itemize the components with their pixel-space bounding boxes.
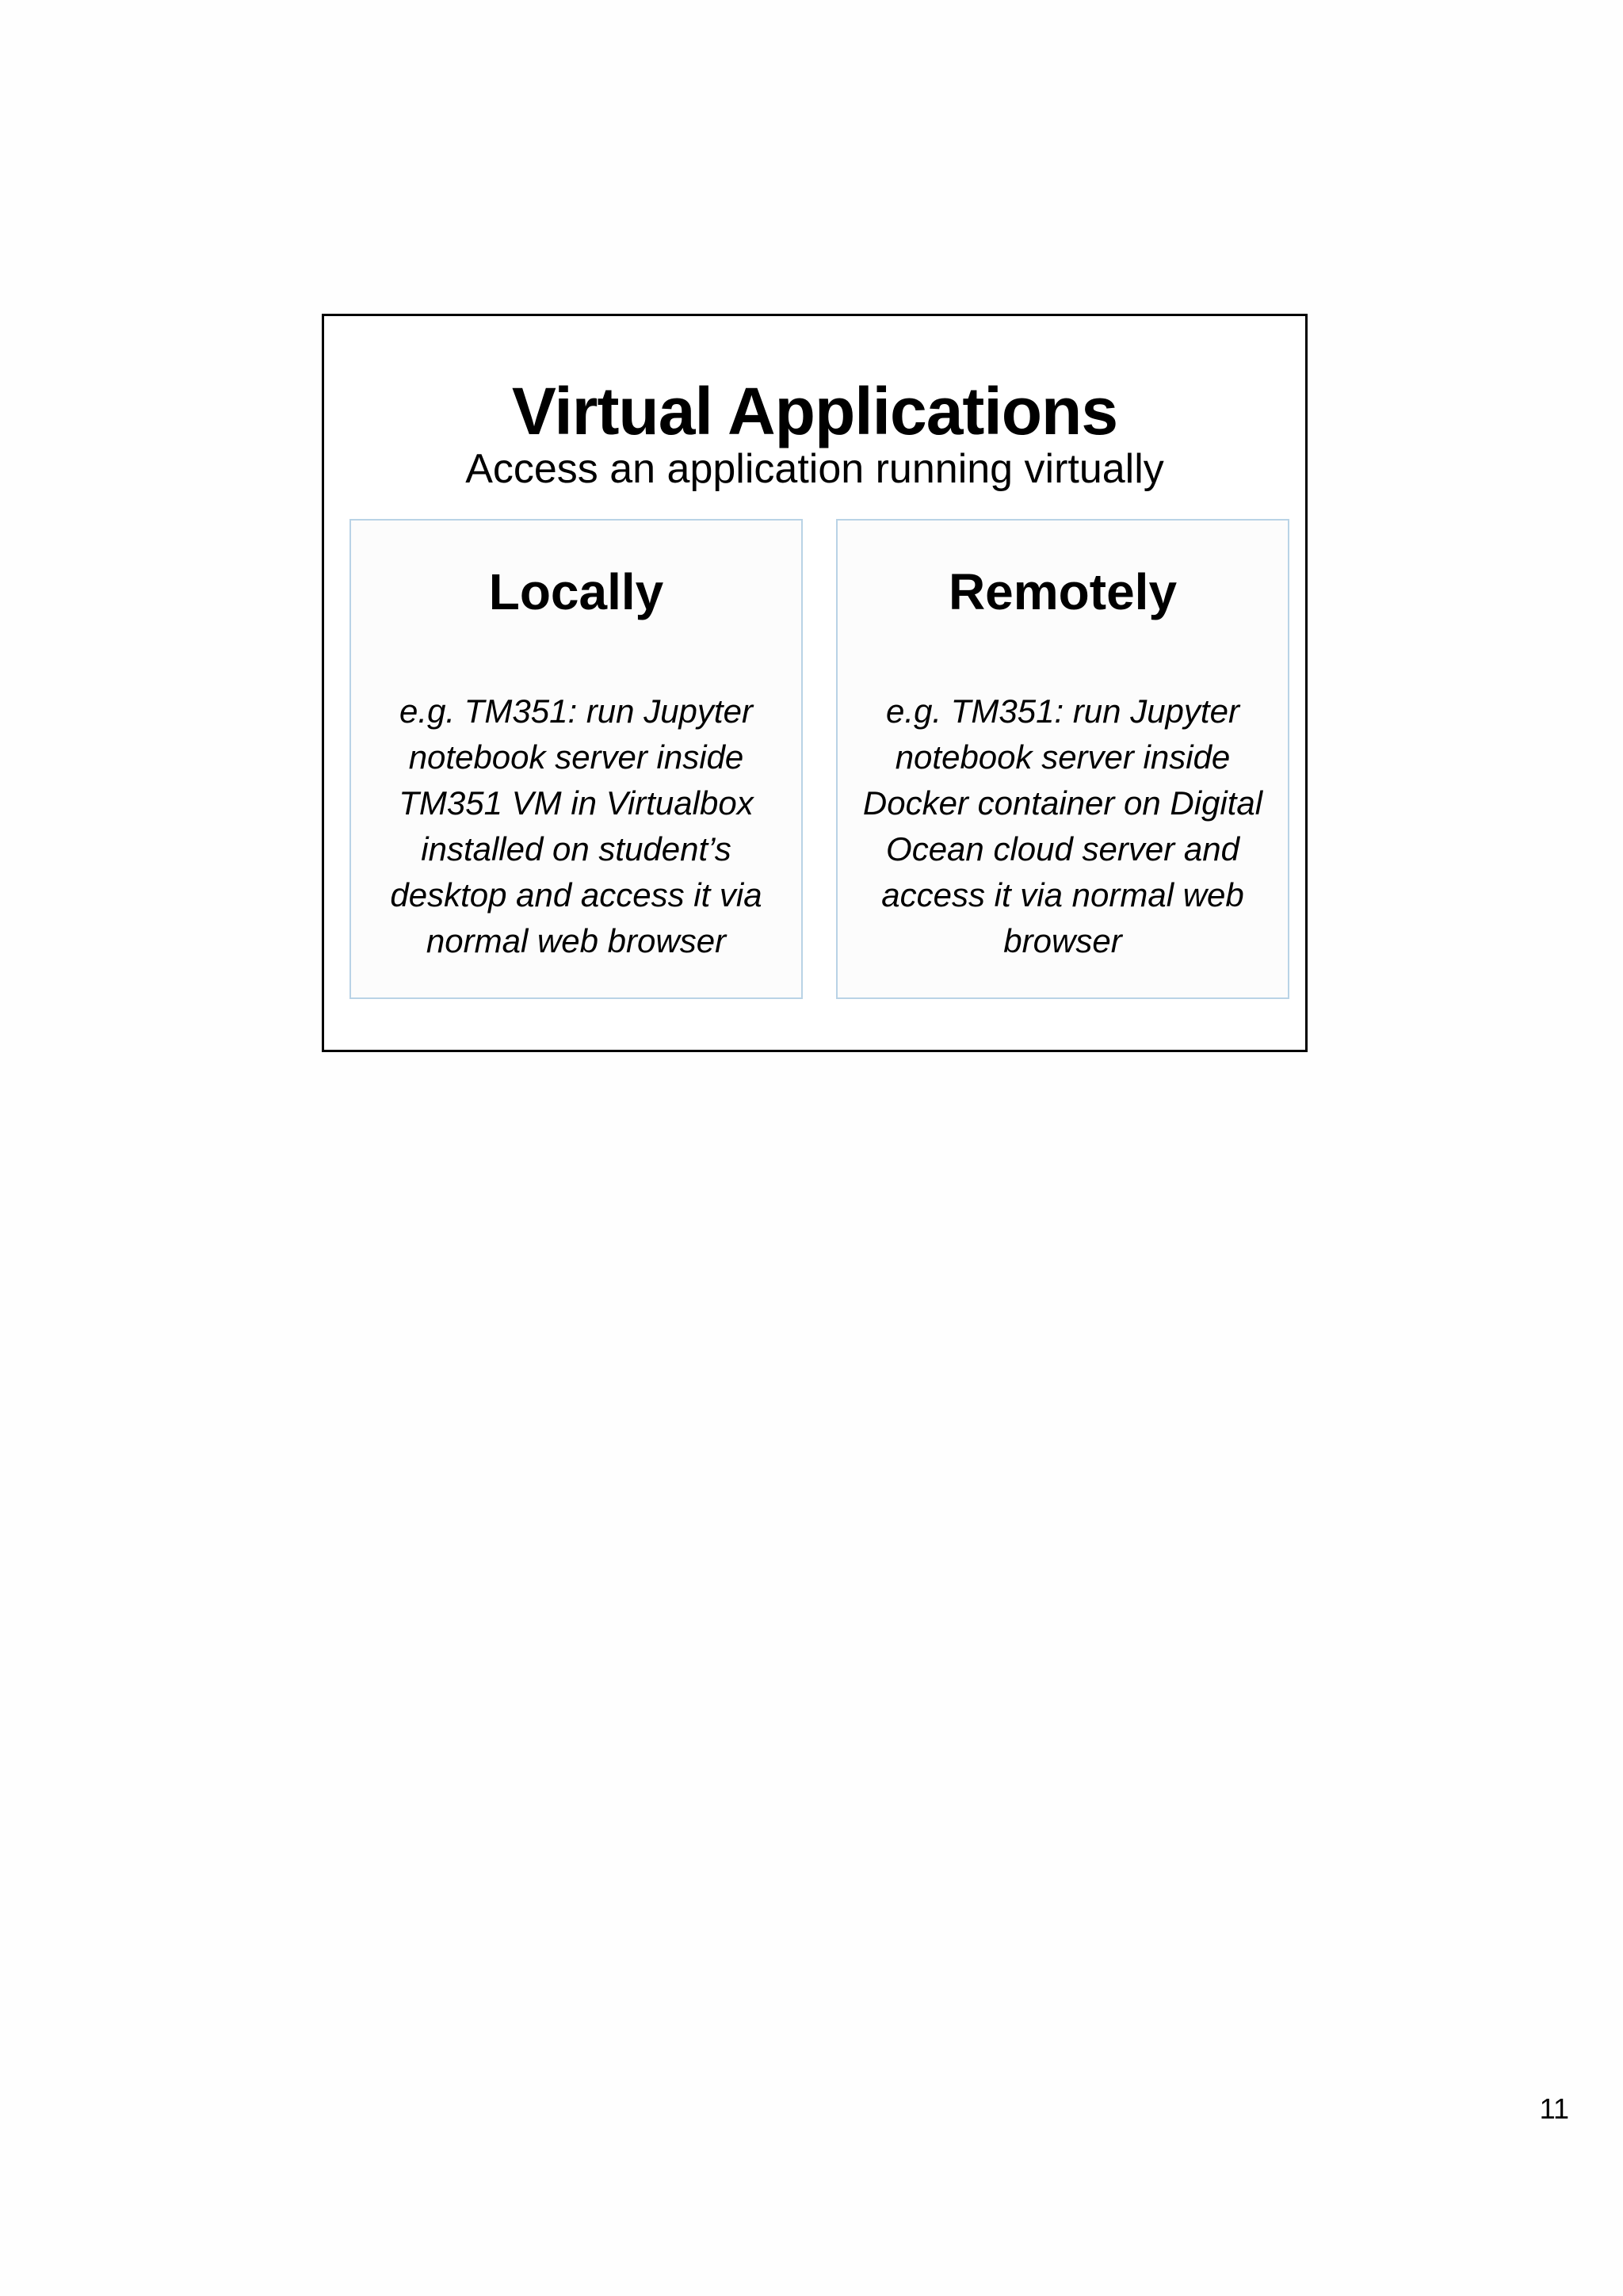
slide-frame xyxy=(322,314,1308,1052)
locally-line: installed on student’s xyxy=(421,830,731,868)
remotely-line: notebook server inside xyxy=(895,738,1231,776)
locally-line: TM351 VM in Virtualbox xyxy=(399,784,754,822)
locally-heading: Locally xyxy=(488,563,664,620)
locally-line: normal web browser xyxy=(426,922,727,959)
remotely-description xyxy=(846,688,1280,964)
remotely-box xyxy=(836,519,1289,999)
remotely-line: browser xyxy=(1003,922,1122,959)
remotely-line: access it via normal web xyxy=(881,876,1244,913)
page-number: 11 xyxy=(1539,2092,1569,2125)
slide-title: Virtual Applications xyxy=(511,374,1118,448)
locally-line: e.g. TM351: run Jupyter xyxy=(399,692,753,730)
remotely-line: Docker container on Digital xyxy=(862,784,1263,822)
remotely-line: Ocean cloud server and xyxy=(886,830,1239,868)
remotely-line: e.g. TM351: run Jupyter xyxy=(886,692,1239,730)
locally-description xyxy=(359,688,793,964)
locally-line: notebook server inside xyxy=(408,738,744,776)
slide-subtitle: Access an application running virtually xyxy=(465,446,1164,492)
locally-line: desktop and access it via xyxy=(390,876,762,913)
remotely-heading: Remotely xyxy=(948,563,1178,620)
locally-box xyxy=(349,519,803,999)
